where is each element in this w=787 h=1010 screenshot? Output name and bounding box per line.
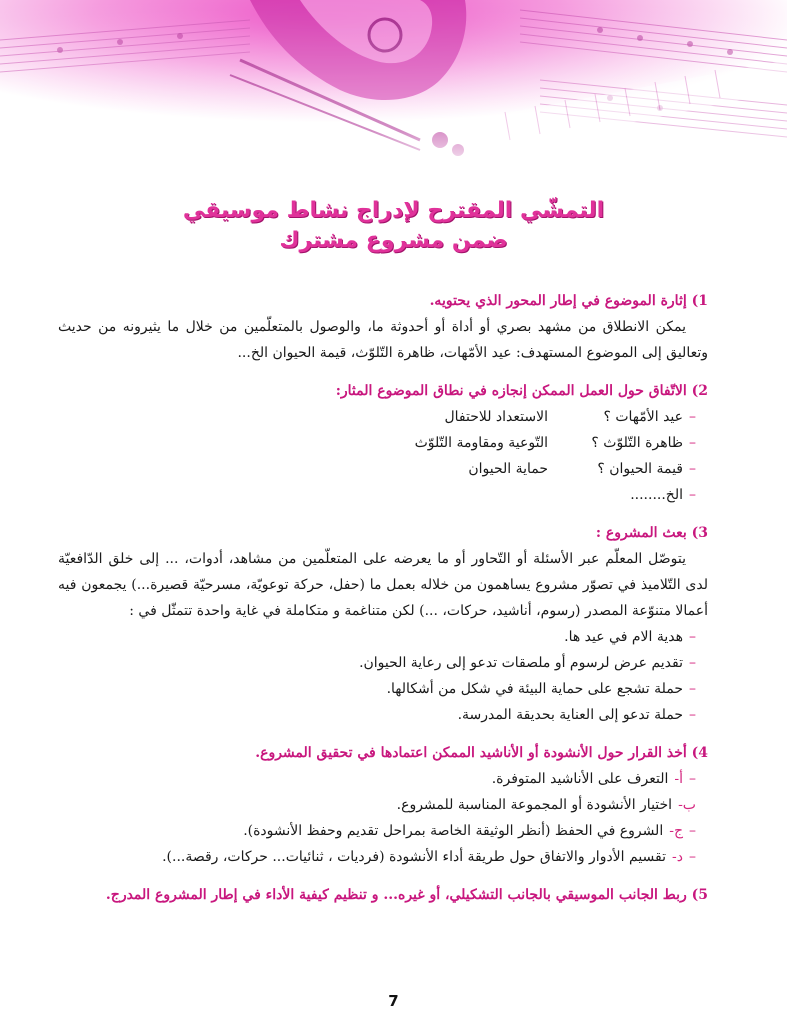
dash-bullet: – (689, 409, 696, 425)
project-list (58, 624, 708, 728)
list-item (58, 404, 696, 430)
main-content (58, 288, 708, 920)
list-item (58, 650, 696, 676)
banner-art (0, 0, 787, 175)
section-paragraph: يمكن الانطلاق من مشهد بصري أو أداة أو أحدوثة ما، والوصول بالمتعلّمين من خلال ما يثيرونه من حديث وتعاليق إلى الموضوع المستهدف: عيد الأمّهات، ظاهرة التّلوّث، قيمة الحيوان الخ... (58, 319, 708, 361)
list-item (58, 430, 696, 456)
list-item-text: حملة تدعو إلى العناية بحديقة المدرسة. (457, 707, 683, 723)
section-heading-text: ربط الجانب الموسيقي بالجانب التشكيلي، أو غيره... و تنظيم كيفية الأداء في إطار المشروع المدرج. (105, 887, 687, 903)
topic-action: الاستعداد للاحتفال (444, 409, 548, 425)
topic-action: التّوعية ومقاومة التّلوّث (414, 435, 548, 451)
list-item (58, 818, 696, 844)
dash-bullet: – (689, 435, 696, 451)
list-item-text: اختيار الأنشودة أو المجموعة المناسبة للمشروع. (396, 797, 673, 813)
list-item (58, 482, 696, 508)
dash-bullet: – (689, 849, 696, 865)
dash-bullet: – (689, 461, 696, 477)
section-heading (58, 882, 708, 908)
section-number: 5) (691, 887, 708, 903)
section-heading (58, 520, 708, 546)
steps-list (58, 766, 708, 870)
section-number: 1) (691, 293, 708, 309)
list-item (58, 766, 696, 792)
dash-bullet: – (689, 707, 696, 723)
list-item (58, 702, 696, 728)
list-item (58, 844, 696, 870)
dash-bullet: – (689, 823, 696, 839)
list-item-text: حملة تشجع على حماية البيئة في شكل من أشكالها. (386, 681, 683, 697)
list-item (58, 676, 696, 702)
page-title (0, 196, 787, 256)
section-number: 4) (691, 745, 708, 761)
topic-action: حماية الحيوان (468, 461, 548, 477)
topic-question: عيد الأمّهات ؟ (603, 409, 683, 425)
section-number: 2) (691, 383, 708, 399)
list-item (58, 624, 696, 650)
step-letter: أ- (674, 771, 683, 787)
topic-list (58, 404, 708, 508)
section-heading (58, 740, 708, 766)
section-number: 3) (691, 525, 708, 541)
section-heading-text: إثارة الموضوع في إطار المحور الذي يحتويه. (429, 293, 687, 309)
section-heading-text: الاتّفاق حول العمل الممكن إنجازه في نطاق الموضوع المثار: (335, 383, 687, 399)
section-2 (58, 378, 708, 508)
topic-question: الخ........ (630, 487, 683, 503)
dash-bullet: – (689, 681, 696, 697)
list-item-text: تقديم عرض لرسوم أو ملصقات تدعو إلى رعاية الحيوان. (359, 655, 683, 671)
section-heading-text: بعث المشروع : (595, 525, 687, 541)
section-3 (58, 520, 708, 728)
list-item-text: الشروع في الحفظ (أنظر الوثيقة الخاصة بمراحل تقديم وحفظ الأنشودة). (243, 823, 664, 839)
dash-bullet: – (689, 771, 696, 787)
section-heading (58, 378, 708, 404)
topic-question: ظاهرة التّلوّث ؟ (591, 435, 683, 451)
list-item-text: هدية الام في عيد ها. (564, 629, 683, 645)
step-letter: د- (672, 849, 683, 865)
list-item-text: تقسيم الأدوار والاتفاق حول طريقة أداء الأنشودة (فرديات ، ثنائيات... حركات، رقصة...). (162, 849, 667, 865)
section-1 (58, 288, 708, 366)
decorative-banner (0, 0, 787, 175)
title-line-1: التمشّي المقترح لإدراج نشاط موسيقي (182, 198, 605, 223)
step-letter: ب- (678, 797, 696, 813)
section-paragraph: يتوصّل المعلّم عبر الأسئلة أو التّحاور أو ما يعرضه على المتعلّمين من مشاهد، أدوات، ... إلى خلق الدّافعيّة لدى التّلاميذ في تصوّر مشروع يساهمون من خلاله بعمل ما (حفل، حركة توعويّة، مسرحيّة قصيرة...) يجمعون فيه أعمالا متنوّعة المصدر (رسوم، أناشيد، حركات، ...) لكن متناغمة و متكاملة في غاية واحدة تتمثّل في : (58, 551, 708, 619)
title-line-2: ضمن مشروع مشترك (279, 228, 508, 253)
section-4 (58, 740, 708, 870)
page-number: 7 (388, 992, 399, 1010)
dash-bullet: – (689, 655, 696, 671)
list-item (58, 456, 696, 482)
list-item (58, 792, 696, 818)
step-letter: ج- (669, 823, 683, 839)
section-heading (58, 288, 708, 314)
dash-bullet: – (689, 487, 696, 503)
topic-question: قيمة الحيوان ؟ (597, 461, 683, 477)
list-item-text: التعرف على الأناشيد المتوفرة. (491, 771, 669, 787)
section-5 (58, 882, 708, 908)
dash-bullet: – (689, 629, 696, 645)
section-heading-text: أخذ القرار حول الأنشودة أو الأناشيد الممكن اعتمادها في تحقيق المشروع. (255, 745, 687, 761)
